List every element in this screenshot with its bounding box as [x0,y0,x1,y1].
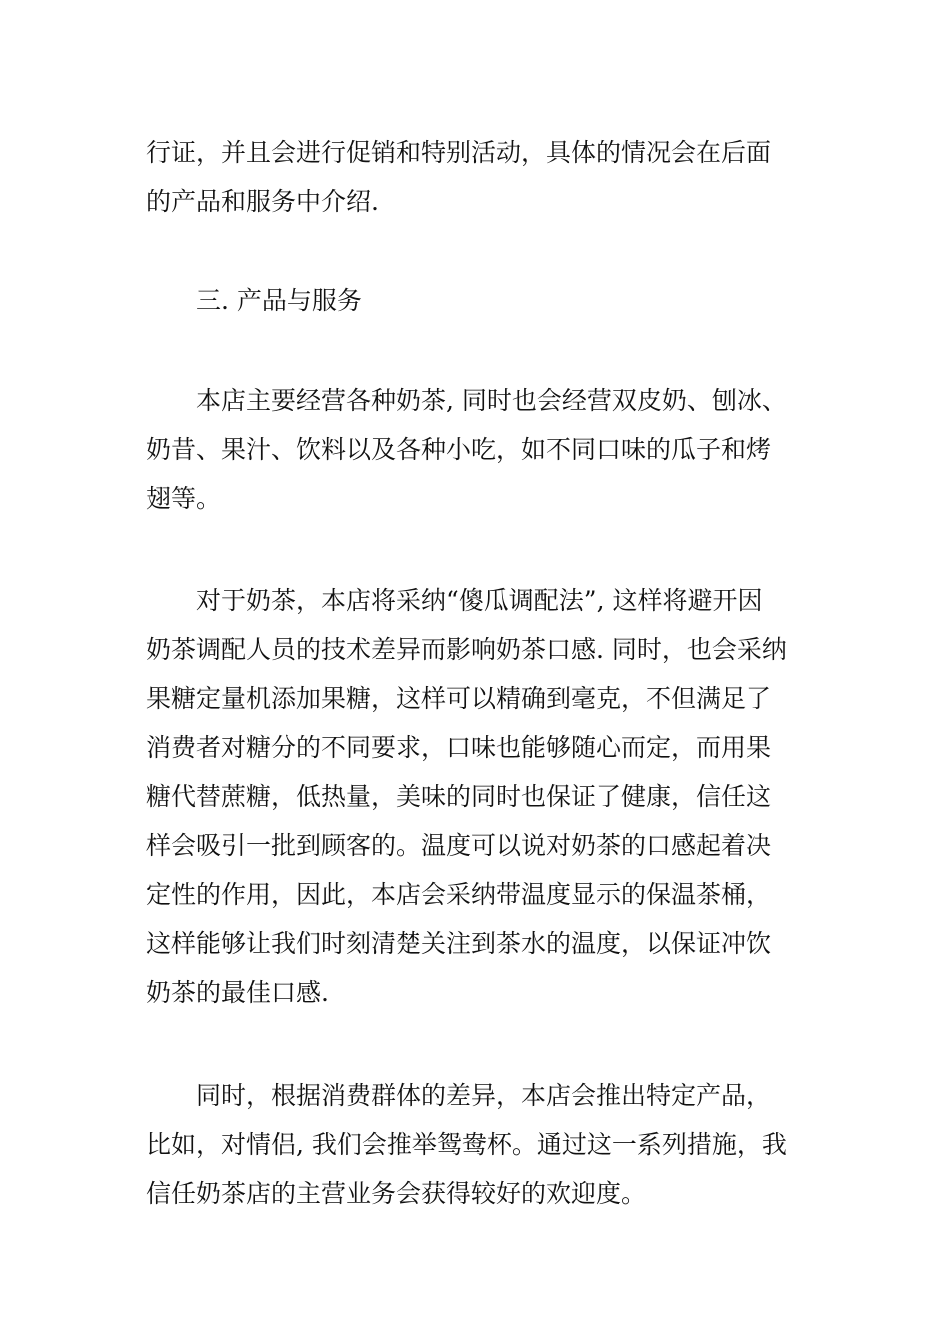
paragraph-targeted-line-2: 比如，对情侣, 我们会推举鸳鸯杯。通过这一系列措施，我 [146,1130,787,1159]
paragraph-method-line-5: 糖代替蔗糖，低热量，美味的同时也保证了健康，信任这 [146,782,772,811]
paragraph-targeted-line-3: 信任奶茶店的主营业务会获得较好的欢迎度。 [146,1179,647,1208]
paragraph-method-line-1: 对于奶茶，本店将采纳“傻瓜调配法”, 这样将避开因 [196,586,763,615]
paragraph-intro-line-2: 的产品和服务中介绍. [146,187,379,216]
paragraph-method-line-9: 奶茶的最佳口感. [146,978,329,1007]
paragraph-method-line-8: 这样能够让我们时刻清楚关注到茶水的温度，以保证冲饮 [146,929,772,958]
paragraph-products-line-1: 本店主要经营各种奶茶, 同时也会经营双皮奶、刨冰、 [196,386,787,415]
section-heading: 三. 产品与服务 [196,286,362,315]
paragraph-products-line-2: 奶昔、果汁、饮料以及各种小吃，如不同口味的瓜子和烤 [146,435,772,464]
paragraph-intro-line-1: 行证，并且会进行促销和特别活动，具体的情况会在后面 [146,138,772,167]
paragraph-method-line-2: 奶茶调配人员的技术差异而影响奶茶口感. 同时，也会采纳 [146,635,787,664]
paragraph-method-line-7: 定性的作用，因此，本店会采纳带温度显示的保温茶桶， [146,880,772,909]
paragraph-method-line-4: 消费者对糖分的不同要求，口味也能够随心而定，而用果 [146,733,772,762]
paragraph-products-line-3: 翅等。 [146,484,222,513]
paragraph-method-line-3: 果糖定量机添加果糖，这样可以精确到毫克，不但满足了 [146,684,772,713]
paragraph-method-line-6: 样会吸引一批到顾客的。温度可以说对奶茶的口感起着决 [146,831,772,860]
paragraph-targeted-line-1: 同时，根据消费群体的差异，本店会推出特定产品， [196,1081,772,1110]
